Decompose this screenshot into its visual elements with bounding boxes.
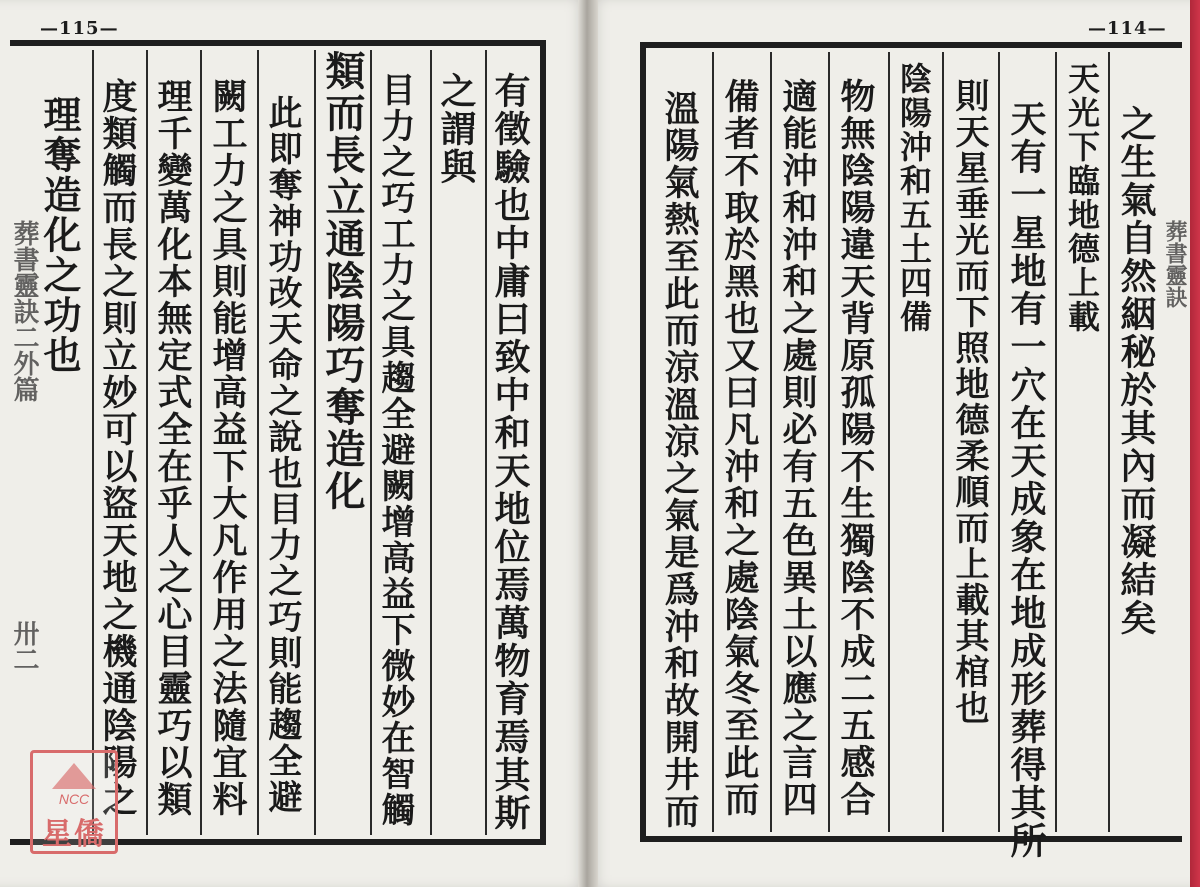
text-column: 目力之巧工力之具趨全避闕增高益下微妙在智觸 [375, 72, 415, 828]
text-column: 闕工力之具則能增高益下大凡作用之法隨宜料 [207, 78, 248, 818]
text-column: 備者不取於黑也又曰凡沖和之處陰氣冬至此而 [719, 78, 760, 818]
text-column: 此即奪神功改天命之說也目力之巧則能趨全避 [262, 95, 302, 815]
column-rule [770, 52, 772, 832]
text-column: 天光下臨地德上載 [1063, 62, 1101, 334]
text-column: 度類觸而長之則立妙可以盜天地之機通陰陽之 [97, 78, 138, 818]
column-rule [1108, 52, 1110, 832]
column-rule [146, 50, 148, 835]
column-rule [92, 50, 94, 835]
text-column: 適能沖和沖和之處則必有五色異土以應之言四 [777, 78, 818, 818]
binding-edge [1190, 0, 1200, 887]
page-edge-folio: 卅二 [9, 620, 39, 672]
watermark-han: 星僑 [42, 817, 106, 852]
text-column: 溫陽氣熱至此而涼溫涼之氣是爲沖和故開井而 [659, 90, 700, 830]
column-rule [998, 52, 1000, 832]
text-column: 有徵驗也中庸曰致中和天地位焉萬物育焉其斯 [489, 72, 531, 832]
text-column: 之謂與 [435, 72, 477, 186]
column-rule [314, 50, 316, 835]
text-column: 天有一星地有一穴在天成象在地成形葬得其所 [1005, 100, 1047, 860]
page-number-right: —114— [1088, 18, 1167, 39]
column-rule [942, 52, 944, 832]
watermark-stamp [30, 750, 118, 854]
column-rule [888, 52, 890, 832]
text-column: 之生氣自然絪秘於其內而凝結矣 [1115, 105, 1157, 637]
text-column: 類而長立通陰陽巧奪造化 [319, 50, 366, 512]
text-column: 理奪造化之功也 [37, 95, 82, 375]
text-column: 物無陰陽違天背原孤陽不生獨陰不成二五感合 [835, 78, 876, 818]
page-number-left: —115— [40, 18, 119, 39]
column-rule [200, 50, 202, 835]
page-edge-caption: 葬書靈訣 [1162, 220, 1188, 308]
text-column: 理千變萬化本無定式全在乎人之心目靈巧以類 [152, 78, 193, 818]
column-rule [485, 50, 487, 835]
page-edge-caption: 葬書靈訣二外篇 [9, 220, 39, 402]
column-rule [828, 52, 830, 832]
text-column: 陰陽沖和五土四備 [895, 62, 933, 334]
text-column: 則天星垂光而下照地德柔順而上載其棺也 [949, 78, 989, 726]
column-rule [712, 52, 714, 832]
column-rule [1055, 52, 1057, 832]
house-roof-icon [52, 763, 96, 789]
watermark-latin: NCC [58, 791, 90, 807]
book-spine [578, 0, 598, 887]
column-rule [257, 50, 259, 835]
column-rule [370, 50, 372, 835]
column-rule [430, 50, 432, 835]
